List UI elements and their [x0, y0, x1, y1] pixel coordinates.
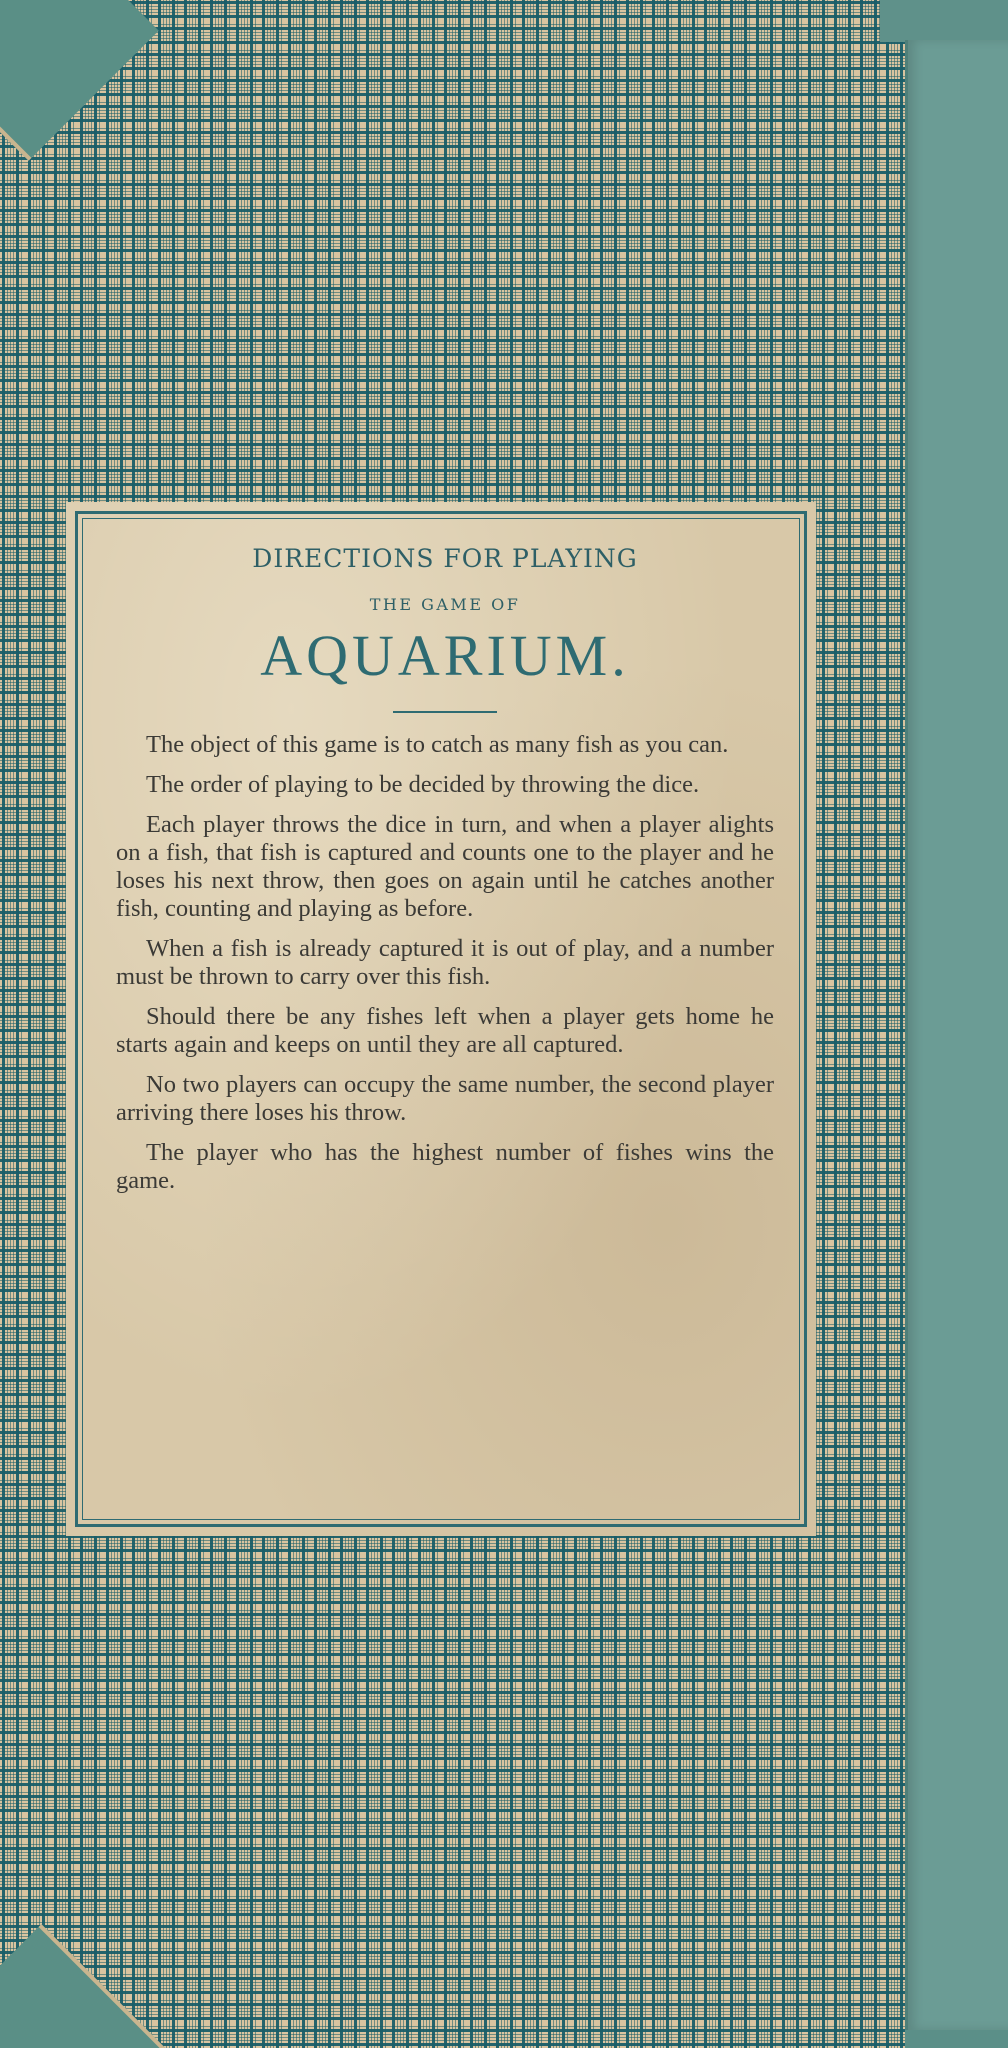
- directions-label: [66, 502, 816, 1536]
- board-spine: [905, 40, 1008, 2030]
- rule-paragraph: The object of this game is to catch as many fish as you can.: [146, 731, 729, 758]
- rule-paragraph: Should there be any fishes left when a player gets home he starts again and keeps on until they are all captured.: [116, 1003, 774, 1058]
- rule-paragraph: The order of playing to be decided by throwing the dice.: [146, 771, 700, 798]
- directions-frame: [75, 511, 807, 1527]
- title-rule: [393, 711, 497, 713]
- game-title: AQUARIUM.: [260, 623, 630, 688]
- rule-paragraph: No two players can occupy the same number, the second player arriving there loses his throw.: [116, 1071, 774, 1126]
- directions-subheading: THE GAME OF: [369, 595, 521, 614]
- rule-paragraph: The player who has the highest number of fishes wins the game.: [116, 1139, 774, 1194]
- rule-paragraph: When a fish is already captured it is out of play, and a number must be thrown to carry over this fish.: [116, 935, 774, 990]
- directions-heading: DIRECTIONS FOR PLAYING: [252, 544, 638, 573]
- rule-paragraph: Each player throws the dice in turn, and when a player alights on a fish, that fish is captured and counts one to the player and he loses his next throw, then goes on again until he catches another fish, counting and playing as before.: [116, 811, 774, 922]
- spine-top-edge: [880, 0, 1008, 42]
